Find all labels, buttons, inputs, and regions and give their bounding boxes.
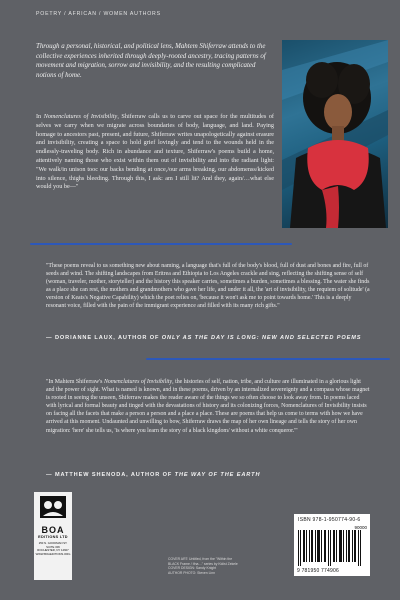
boa-logo <box>34 492 72 580</box>
boa-editions: EDITIONS LTD <box>38 535 68 539</box>
attribution-laux-name: — DORIANNE LAUX, AUTHOR OF <box>46 335 162 341</box>
barcode-number: 9 781950 774906 <box>297 568 339 574</box>
boa-address <box>34 542 72 556</box>
cover-credits <box>168 557 288 575</box>
intro-paragraph: Through a personal, historical, and political lens, Mahtem Shiferraw attends to the collective experiences inherited through deeply-rooted ancestry, tracing patterns of movement and migration, sorrow and invisibility, and the resulting complicated notions of home. <box>36 43 266 79</box>
credit-line: COVER DESIGN: Sandy Knight <box>168 566 217 571</box>
divider-top <box>30 243 292 245</box>
barcode-bars-icon <box>298 524 366 566</box>
review-quote-shenoda <box>46 378 370 435</box>
attribution-shenoda-name: — MATTHEW SHENODA, AUTHOR OF <box>46 472 175 478</box>
boa-name: BOA <box>41 525 65 535</box>
boa-emblem-icon <box>34 496 72 523</box>
credit-line: AUTHOR PHOTO: Steven Linn <box>168 570 216 575</box>
isbn-barcode <box>294 514 370 576</box>
review-quote-laux: "These poems reveal to us something new about naming, a language that's full of the body's blood, full of dust and bones and fire, full of seeds and wind. The shifting landscapes from Eritrea and Ethiopia to Los Angeles crackle and sing, reflecting the shifting sense of self (woman, traveler, mother, storyteller) and the history this speaker carries, sometimes a burden, sometimes a blessing. The water she finds as a place she can rest, the mothers and grandmothers who gave her life, and under it all, the 'art of invisibility, the requiem of solitude' (a version of Keats's Negative Capability) which the poet relies on, 'because it won't ask me to point towards home.' This is a deeply resonant voice, filled with the pain of the immigrant experience and filled with its many rich gifts." <box>46 263 370 310</box>
review-attribution-laux <box>46 335 376 341</box>
credit-line: BLACK Frame / Ifna…" series by Kidist Zekele <box>168 561 238 566</box>
body-book-title: Nomenclatures of Invisibility <box>43 113 118 120</box>
attribution-laux-book: ONLY AS THE DAY IS LONG: NEW AND SELECTED POEMS <box>161 335 362 341</box>
address-line: ROCHESTER, NY 14607 <box>37 548 69 553</box>
isbn-text: ISBN 978-1-950774-90-6 <box>298 517 361 523</box>
attribution-shenoda-book: THE WAY OF THE EARTH <box>174 472 261 478</box>
credit-line: COVER ART: Untitled, from the "Within the <box>168 557 233 561</box>
address-line: 250 N. GOODMAN ST. <box>38 541 68 545</box>
quote2-text: , the histories of self, nation, tribe, and culture are illuminated in a glorious light and the power of sight. What is named is known, and in these poems, driven by an internalized sovereignty and a compass whose magnet is rooted in seeing the unseen, Shiferraw makes the reader aware of the things we so often choose to look away from. In poems laced with lyrical and formal beauty and tinged with the devastations of history and its colonizing forces, Nomenclatures of Invisibility insists on facing all the facets that make a person a person and a place a place. These are poems that help us come to terms with how we have arrived at this moment. Undaunted and unwilling to bow, Shiferraw draws the map of her own lineage and tells the story of her own migration: 'here' she tells us, 'is where you learn the story of a black kingdom/ without a white conqueror.'" <box>46 379 370 434</box>
review-attribution-shenoda <box>46 472 376 478</box>
quote2-book: Nomenclatures of Invisibility <box>103 379 173 385</box>
divider-middle <box>146 358 390 360</box>
body-text: , Shiferraw calls us to carve out space for the multitudes of selves we carry when we migrate across boundaries of body, language, and land. Paying homage to ancestors past, present, and future, Shiferraw writes unapologetically against erasure and invisibility, creating a space to hold grief lovingly and tend to the wounds held in the endlessly-traveling body. Rich in abundance and texture, Shiferraw's poems build a home, attentively naming those who exist within them out of invisibility and into the radiant light: "We walk/in unison tooc our backs bending at once,/our arms breaking, our abdomenss/kicked into silence, thighs bleeding. Through this, I ask: am I still lit? And they, again/…what else would you be—" <box>36 113 274 191</box>
description-paragraph <box>36 113 274 192</box>
category-line: POETRY / AFRICAN / WOMEN AUTHORS <box>36 11 161 17</box>
author-photo <box>282 40 388 228</box>
address-line: SUITE 306 <box>46 544 60 549</box>
body-prefix: In <box>36 113 44 120</box>
quote2-prefix: "In Mahtem Shiferraw's <box>46 379 104 385</box>
address-line: WWW.BOAEDITIONS.ORG <box>35 551 71 556</box>
isbn-addon: 90000 <box>354 525 367 530</box>
